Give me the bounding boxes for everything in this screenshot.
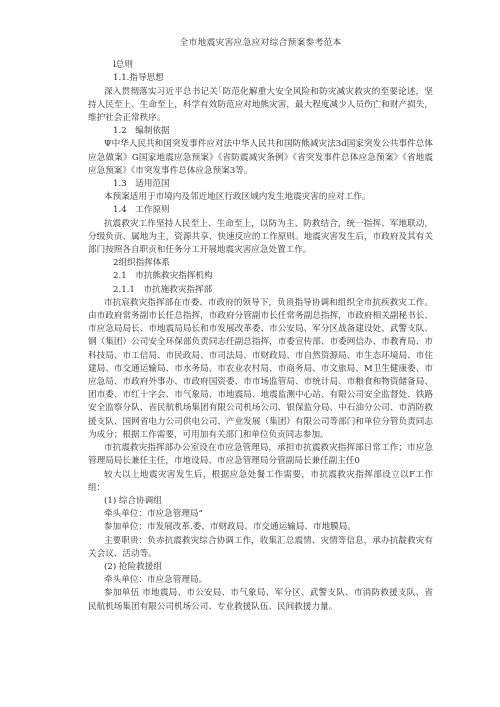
paragraph: 牵头单位：市应急管理局“ <box>104 509 203 520</box>
subsection-heading: 1.4 工作原则 <box>113 205 170 216</box>
subsection-heading: 2.1 市抗熊救灾指挥机构 <box>113 271 213 282</box>
paragraph: 牵头单位：市应急管理局。 <box>104 575 208 586</box>
subsection-heading: 1.3 适用范国 <box>113 179 170 190</box>
paragraph: 参加单伍 市地震局、市公安局、市气象局、军分区、武警支队、市消防救援支队、省民航机场集团有限公司机场公司、专业救援队伍、民间救援力量。 <box>88 588 433 612</box>
document-body <box>88 37 433 614</box>
subsection-heading: 1.2 编制依据 <box>113 126 170 137</box>
document-title: 全市地震灾害应急应对综合预案参考范本 <box>179 38 342 48</box>
section-heading: l总则 <box>113 60 133 71</box>
paragraph: 市抗宸救灾指挥部在市委、市政府的领导下，负贵指导协调和组织全市抗疾救灾工作。由市政府常务副市长任总指挥，市政府分管副市长任常务副总指挥，市政府相关副秘书长、市应急局局长、市地震局局长和市发展改革委、市公安局、军分区战备建设处、武警支队、钢（集团）公司安全环保部负责同志任副总指挥，市委宣传部、市委网信办、市教育局、市科技局、市工信局、市民政局、市司法局、市财政局、市自然资源局、市生态环境局、市住建局、市交通运输局、市水务局、市农业农村局、市商务局、市文旅局、M卫生健康委、市应急局、市政府外事办、市政府国资委、市市场监管局、市统计局、市粮食和物资储备局、团市委、市红十字会、市气象局、市地震局、地震监测中心站、有限公司安全监督处、铁路安全监察分队、省民航机场集团有限公司机场公司、银保监分局、中石油分公司、市消防救援支队、国网省电力公司供电公司、产业发展（集团）有限公司等部门和单位分管负责同志为成分；根据工作需要，可用加有关部门和单位负贡同志参加。 <box>88 297 433 440</box>
paragraph: 参加单位：市发展改革.委、市财政局、市交通运输局、市地膜局。 <box>104 522 356 533</box>
list-item-heading: (1) 综合协调组 <box>104 495 162 506</box>
section-heading: 2组织指挥体系 <box>113 258 171 269</box>
paragraph: 市抗震救灾指挥部办公室设在市应急管理局，承担市抗震救灾指挥部日常工作；市应急管理局局长兼任主任，市地设局、市应急管理局分管副局长兼任副主任0 <box>88 443 433 467</box>
list-item-heading: (2) 抢险救援组 <box>104 561 162 572</box>
paragraph: Ψ中华人民共和国突发事件应对法中华人民共和国防熊减灾法3d国家突发公共事件总体应急做案》G国家地震应急预案》《省防震减灾条例》《省突发事件总体应急预案》《省地震应急预案》《市突发事件总体应急预案3等。 <box>88 139 433 176</box>
document-blocks <box>88 59 433 614</box>
paragraph: 较大以上地震灾害发生后，根据应急处餐工作需要，市抗震救灾指挥部设立以F工作组： <box>88 469 433 493</box>
subsection-heading: 1.1.指导思想 <box>113 73 164 84</box>
paragraph: 深入贯彻落实习近平总书记关｢防范化解重大安全风险和防灾减灾救灾的至要论述，坚持人民至上、生命至上，科学有效防范应对地熊灾害，最大程度减少人员伤亡和财产损失，维护社会正常秩序。 <box>88 86 433 124</box>
paragraph: 本预案适用于市境内及邻近地区行政区域内发生地震灾害的应对工作。 <box>104 192 371 203</box>
paragraph: 抗震救灾工作坚持人民至上、生命至上，以防为主、防救结合，统一指挥、军地联动，分级负贡、属地为主，资源共享、快速反应的工作原则。地震灾害发生后，市政府及其有关部门按照各自职贡和任务分工开展地震灾害应急处置工作。 <box>88 218 433 256</box>
paragraph: 主要职贵：负赤抗震救灾综合协调工作，收集汇总震情、灾情等信息，承办抗靛救灾有关会议、活动等。 <box>88 535 433 559</box>
subsection-heading: 2.1.1 市抗施救灾指挥部 <box>113 284 213 295</box>
